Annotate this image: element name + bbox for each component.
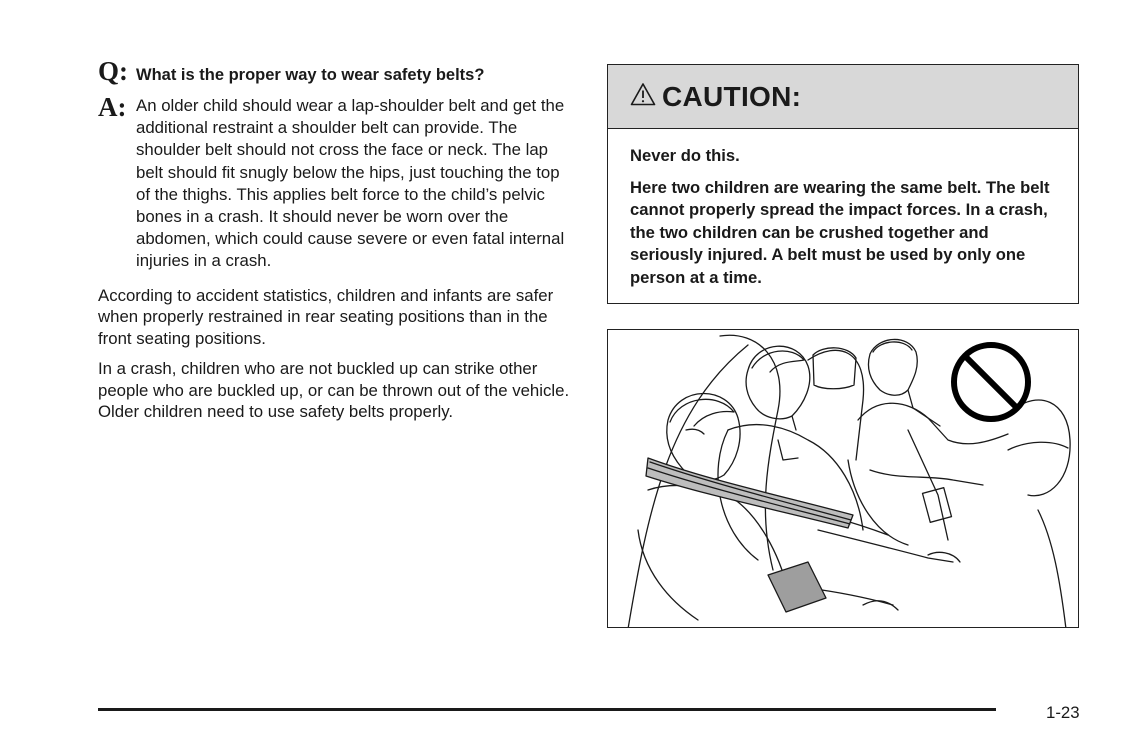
illustration-box — [607, 329, 1079, 628]
caution-header — [608, 65, 1078, 129]
prohibited-icon — [949, 340, 1033, 429]
question-marker: Q: — [98, 56, 128, 86]
statistics-paragraph: According to accident statistics, children and infants are safer when properly restrained in rear seating positions than in the front seating positions. — [98, 285, 554, 348]
footer-rule — [98, 708, 996, 711]
answer-row — [98, 92, 576, 273]
answer-text: An older child should wear a lap-shoulder belt and get the additional restraint a shoulder belt can provide. The shoulder belt should not cross the face or neck. The lap belt should fit snugly below the hips, just touching the top of the thighs. This applies belt force to the child’s pelvic bones in a crash. It should never be worn over the abdomen, which could cause severe or even fatal internal injuries in a crash. — [136, 96, 565, 271]
question-row — [98, 58, 576, 85]
caution-box — [607, 64, 1079, 304]
question-text: What is the proper way to wear safety belts? — [136, 66, 485, 84]
caution-line-explanation: Here two children are wearing the same belt. The belt cannot properly spread the impact forces. In a crash, the two children can be crushed together and seriously injured. A belt must be used by only one person at a time. — [630, 177, 1050, 287]
caution-line-never: Never do this. — [630, 146, 740, 165]
answer-marker: A: — [98, 92, 127, 122]
caution-body — [608, 129, 1078, 290]
crash-paragraph: In a crash, children who are not buckled up can strike other people who are buckled up, or can be thrown out of the vehicle. Older children need to use safety belts properly. — [98, 359, 570, 422]
question-answer-column — [98, 58, 576, 423]
warning-triangle-icon — [630, 82, 662, 111]
page-number: 1-23 — [1046, 703, 1080, 722]
caution-title: CAUTION: — [662, 80, 802, 112]
